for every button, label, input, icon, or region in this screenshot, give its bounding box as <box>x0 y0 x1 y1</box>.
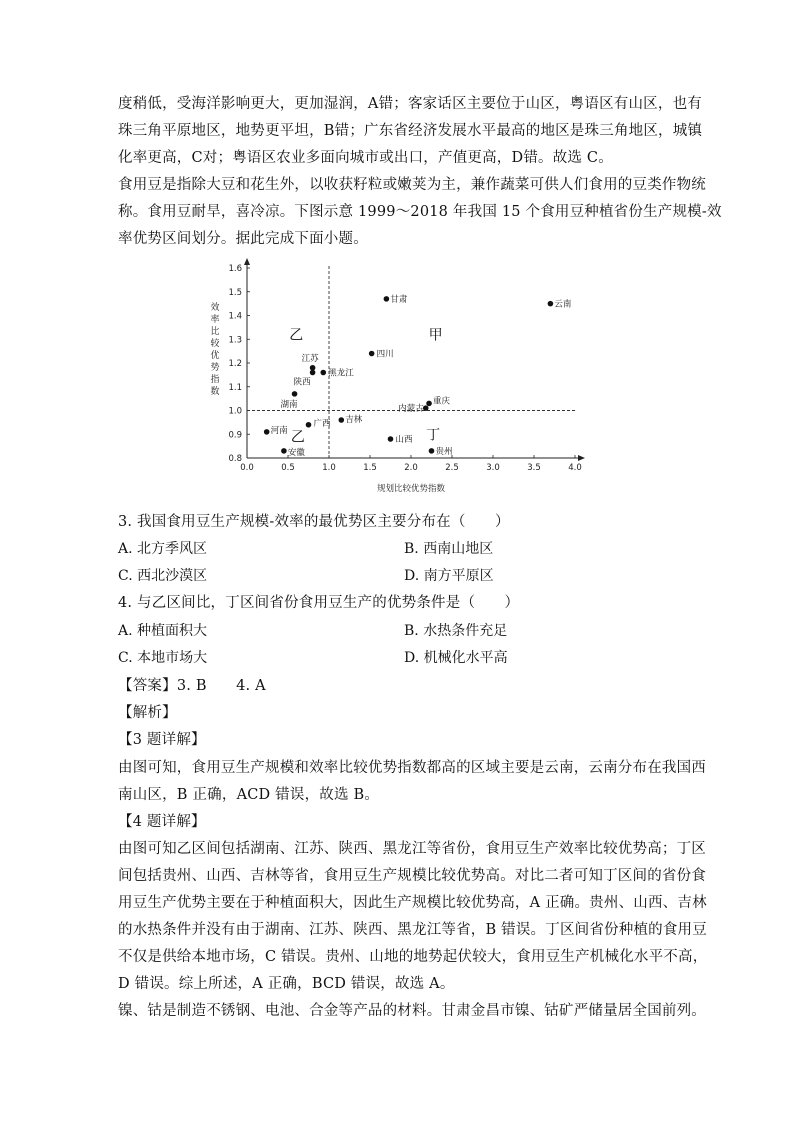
region-label: 甲 <box>428 327 443 344</box>
q3-option-a: A. 北方季风区 <box>118 541 208 557</box>
q4-detail-line: 由图可知乙区间包括湖南、江苏、陕西、黑龙江等省份，食用豆生产效率比较优势高；丁区 <box>118 841 706 857</box>
q4-option-b: B. 水热条件充足 <box>404 623 508 639</box>
q4-detail-line: 用豆生产优势主要在于种植面积大，因此生产规模比较优势高，A 正确。贵州、山西、吉林 <box>118 895 707 911</box>
point-label: 四川 <box>376 349 394 360</box>
data-point-内蒙古 <box>423 405 429 411</box>
q4-detail-line: 间包括贵州、山西、吉林等省，食用豆生产规模比较优势高。对比二者可知丁区间的省份食 <box>118 868 706 884</box>
q3-option-c: C. 西北沙漠区 <box>118 568 208 584</box>
data-point-黑龙江 <box>320 370 326 376</box>
answer-text: 3. B 4. A <box>176 678 266 694</box>
q3-option-b: B. 西南山地区 <box>404 541 494 557</box>
point-label: 河南 <box>270 425 288 436</box>
q4-option-d: D. 机械化水平高 <box>404 650 508 666</box>
x-tick-label: 2.0 <box>404 463 418 473</box>
point-label: 贵州 <box>435 446 453 457</box>
q3-option-d: D. 南方平原区 <box>404 568 494 584</box>
x-axis-title: 规划比较优势指数 <box>376 484 446 494</box>
answer-tag: 【答案】 <box>118 678 177 694</box>
region-label: 乙 <box>290 429 305 446</box>
data-point-贵州 <box>429 448 435 454</box>
y-tick-label: 1.1 <box>228 382 242 393</box>
point-label: 湖南 <box>280 399 298 410</box>
q4-detail-line: 不仅是供给本地市场，C 错误。贵州、山地的地势起伏较大，食用豆生产机械化水平不高， <box>118 949 708 965</box>
y-axis-title: 效率比较优势指数 <box>210 303 220 397</box>
x-tick-label: 1.0 <box>322 463 336 473</box>
data-point-广西 <box>306 422 312 428</box>
point-label: 甘肃 <box>390 294 408 305</box>
q3-detail-tag: 【3 题详解】 <box>118 732 206 748</box>
point-label: 重庆 <box>433 396 451 407</box>
x-tick-label: 1.5 <box>363 463 377 473</box>
question-3-stem: 3. 我国食用豆生产规模-效率的最优势区主要分布在（ ） <box>118 514 510 530</box>
point-label: 内蒙古 <box>398 404 424 415</box>
x-tick-label: 4.0 <box>568 463 582 473</box>
paragraph-line: 度稍低，受海洋影响更大，更加湿润，A错；客家话区主要位于山区，粤语区有山区，也有 <box>118 96 702 112</box>
point-label: 安徽 <box>287 447 305 458</box>
next-material-line: 镍、钴是制造不锈钢、电池、合金等产品的材料。甘肃金昌市镍、钴矿严储量居全国前列。 <box>118 1003 706 1019</box>
y-tick-label: 1.5 <box>228 287 242 298</box>
y-tick-label: 0.9 <box>228 430 242 441</box>
paragraph-line: 珠三角平原地区，地势更平坦，B错；广东省经济发展水平最高的地区是珠三角地区，城镇 <box>118 123 703 139</box>
y-tick-label: 1.0 <box>228 406 242 417</box>
paragraph-line: 化率更高，C对；粤语区农业多面向城市或出口，产值更高，D错。故选 C。 <box>118 150 613 166</box>
point-label: 云南 <box>554 299 572 310</box>
y-tick-label: 1.4 <box>228 311 242 322</box>
answer-line <box>118 674 678 698</box>
x-tick-label: 3.5 <box>527 463 541 473</box>
data-point-湖南 <box>292 391 298 397</box>
data-point-云南 <box>548 301 554 307</box>
paragraph-line: 食用豆是指除大豆和花生外，以收获籽粒或嫩荚为主，兼作蔬菜可供人们食用的豆类作物统 <box>118 177 706 193</box>
data-point-吉林 <box>339 417 345 423</box>
q4-option-a: A. 种植面积大 <box>118 623 208 639</box>
q4-detail-tag: 【4 题详解】 <box>118 814 206 830</box>
q4-detail-line: D 错误。综上所述，A 正确，BCD 错误，故选 A。 <box>118 976 455 992</box>
q3-detail-line: 由图可知，食用豆生产规模和效率比较优势指数都高的区域主要是云南，云南分布在我国西 <box>118 760 706 776</box>
q4-detail-line: 的水热条件并没有由于湖南、江苏、陕西、黑龙江等省，B 错误。丁区间省份种植的食用豆 <box>118 922 707 938</box>
x-tick-label: 3.0 <box>486 463 500 473</box>
point-label: 吉林 <box>345 415 363 425</box>
y-tick-label: 1.3 <box>228 335 242 346</box>
data-point-四川 <box>369 351 375 357</box>
x-tick-label: 2.5 <box>445 463 459 473</box>
data-point-安徽 <box>281 448 287 454</box>
x-axis-arrow <box>578 455 585 461</box>
data-point-甘肃 <box>384 296 390 302</box>
y-tick-label: 1.6 <box>228 264 242 274</box>
x-tick-label: 0.5 <box>281 463 295 473</box>
paragraph-line: 率优势区间划分。据此完成下面小题。 <box>118 231 368 247</box>
data-point-山西 <box>388 436 394 442</box>
question-4-stem: 4. 与乙区间比，丁区间省份食用豆生产的优势条件是（ ） <box>118 595 520 611</box>
analysis-tag: 【解析】 <box>118 705 177 721</box>
scatter-chart <box>205 258 595 500</box>
q4-option-c: C. 本地市场大 <box>118 650 208 666</box>
point-label: 山西 <box>395 435 413 445</box>
region-label: 乙 <box>289 327 304 344</box>
scatter-figure <box>205 258 595 500</box>
y-tick-label: 0.8 <box>228 454 242 464</box>
data-point-重庆 <box>426 401 432 407</box>
region-label: 丁 <box>426 427 441 444</box>
point-label: 江苏 <box>301 353 319 364</box>
point-label: 黑龙江 <box>328 368 354 379</box>
data-point-陕西 <box>310 370 316 376</box>
q3-detail-line: 南山区，B 正确，ACD 错误，故选 B。 <box>118 787 380 803</box>
paragraph-line: 称。食用豆耐旱，喜冷凉。下图示意 1999～2018 年我国 15 个食用豆种植省份生产规模-效 <box>118 204 722 220</box>
y-tick-label: 1.2 <box>228 359 242 369</box>
data-point-河南 <box>264 429 270 435</box>
point-label: 广西 <box>313 418 331 429</box>
x-tick-label: 0.0 <box>240 463 254 473</box>
y-axis-arrow <box>244 258 250 265</box>
point-label: 陕西 <box>293 377 311 388</box>
